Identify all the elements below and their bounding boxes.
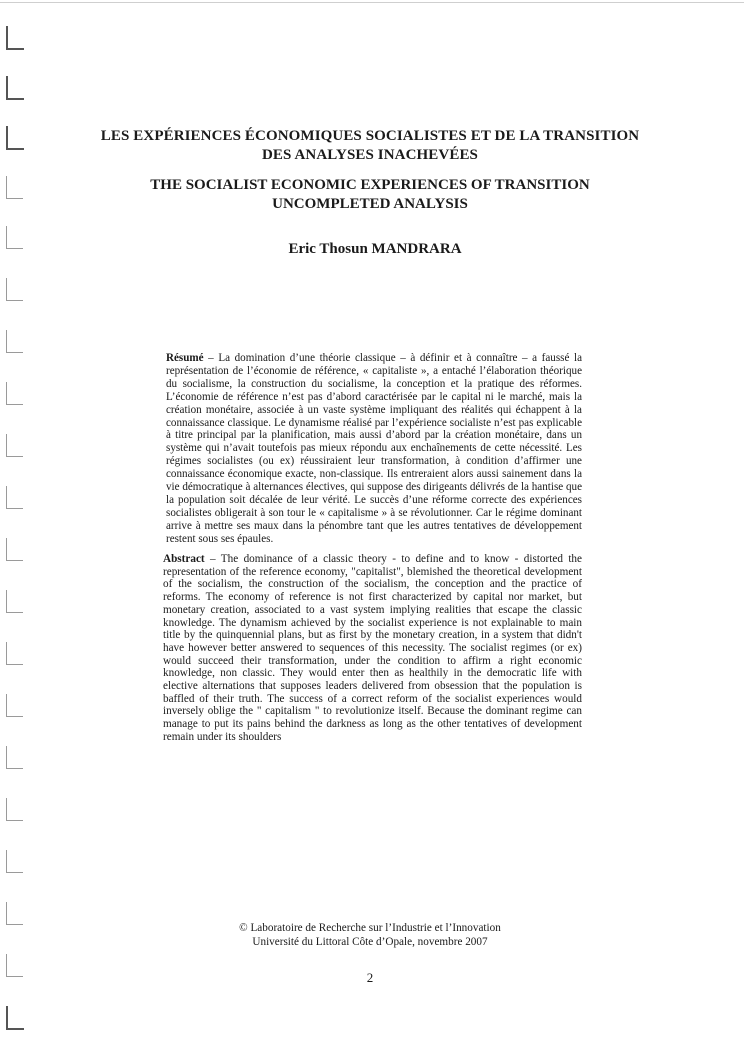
- binding-mark: [6, 538, 23, 561]
- resume-text: – La domination d’une théorie classique – à définir et à connaître – a faussé la représentation de l’économie de référence, « capitaliste », a entaché l’élaboration théorique du socialisme, la construction du socialisme, la conception et la pratique des réformes. L’économie de référence n’est pas d’abord caractérisée par le capital ni le marché, mais la création monétaire, associée à un vaste système impliquant des réalités qui échappent à la connaissance classique. Le dynamisme réalisé par l’expérience socialiste n’est pas explicable à titre principal par la planification, mais aussi d’abord par la création monétaire, dans un système qui n’avait toutefois pas mieux répondu aux enchaînements de cette nécessité. Les régimes socialistes (ou ex) réussiraient leur transformation, à condition d’affirmer une connaissance économique exacte, non-classique. Ils entreraient alors aussi sainement dans la vie démocratique à alternances électives, qui suppose des dirigeants délivrés de la hantise que la population soit décalée de leur vérité. Le succès d’une réforme correcte des expériences socialistes obligerait à son tour le « capitalisme » à se révolutionner. Car le régime dominant arrive à mettre ses maux dans la pénombre tant que les autres tentatives de développement restent sous ses épaules.: [166, 352, 582, 545]
- binding-mark: [6, 590, 23, 613]
- abstract-text: – The dominance of a classic theory - to define and to know - distorted the representation of the reference economy, "capitalist", blemished the theoretical development of the socialism, the construction of the socialism, the conception and the practice of reforms. The economy of reference is not first characterized by capital nor market, but monetary creation, associated to a vast system implying realities that escape the classic knowledge. The dynamism achieved by the socialist experience is not explainable to main title by the quinquennial plans, but as first by the monetary creation, in a system that didn't have however better answered to sequences of this necessity. The socialist regimes (or ex) would succeed their transformation, under the condition to affirm a right economic knowledge, non classic. They would enter then as healthily in the democratic life with elective alternations that supposes leaders delivered from obsession that the population is baffled of their truth. The success of a correct reform of the socialist experiences would inversely oblige the " capitalism " to revolutionize itself. Because the dominant regime can manage to put its pains behind the darkness as long as the other tentatives of development remain under its shoulders: [163, 553, 582, 743]
- page-number: 2: [366, 970, 374, 985]
- binding-mark: [6, 486, 23, 509]
- footer-line-1: © Laboratoire de Recherche sur l’Industrie et l’Innovation: [239, 922, 501, 934]
- title-french-line-2: DES ANALYSES INACHEVÉES: [262, 147, 478, 163]
- binding-mark: [6, 954, 23, 977]
- binding-mark: [6, 850, 23, 873]
- binding-mark: [6, 76, 24, 100]
- binding-marks: [0, 0, 36, 1053]
- abstract-paragraph: [163, 553, 582, 744]
- binding-mark: [6, 330, 23, 353]
- binding-mark: [6, 642, 23, 665]
- binding-mark: [6, 382, 23, 405]
- title-french-line-1: LES EXPÉRIENCES ÉCONOMIQUES SOCIALISTES ET DE LA TRANSITION: [100, 128, 640, 144]
- footer-line-2: Université du Littoral Côte d’Opale, novembre 2007: [252, 936, 488, 948]
- binding-mark: [6, 694, 23, 717]
- title-english-line-2: UNCOMPLETED ANALYSIS: [272, 196, 468, 212]
- resume-label: Résumé: [166, 352, 204, 364]
- binding-mark: [6, 176, 23, 199]
- binding-mark: [6, 902, 23, 925]
- binding-mark: [6, 434, 23, 457]
- binding-mark: [6, 26, 24, 50]
- binding-mark: [6, 226, 23, 249]
- binding-mark: [6, 1006, 24, 1030]
- title-english: [90, 176, 650, 214]
- scan-top-edge: [0, 2, 744, 3]
- resume-paragraph: [166, 352, 582, 546]
- binding-mark: [6, 278, 23, 301]
- abstract-label: Abstract: [163, 553, 205, 565]
- binding-mark: [6, 126, 24, 150]
- binding-mark: [6, 746, 23, 769]
- author-name: Eric Thosun MANDRARA: [288, 241, 462, 257]
- binding-mark: [6, 798, 23, 821]
- title-french: [90, 127, 650, 165]
- title-english-line-1: THE SOCIALIST ECONOMIC EXPERIENCES OF TRANSITION: [150, 177, 590, 193]
- footer-affiliation: [120, 921, 620, 949]
